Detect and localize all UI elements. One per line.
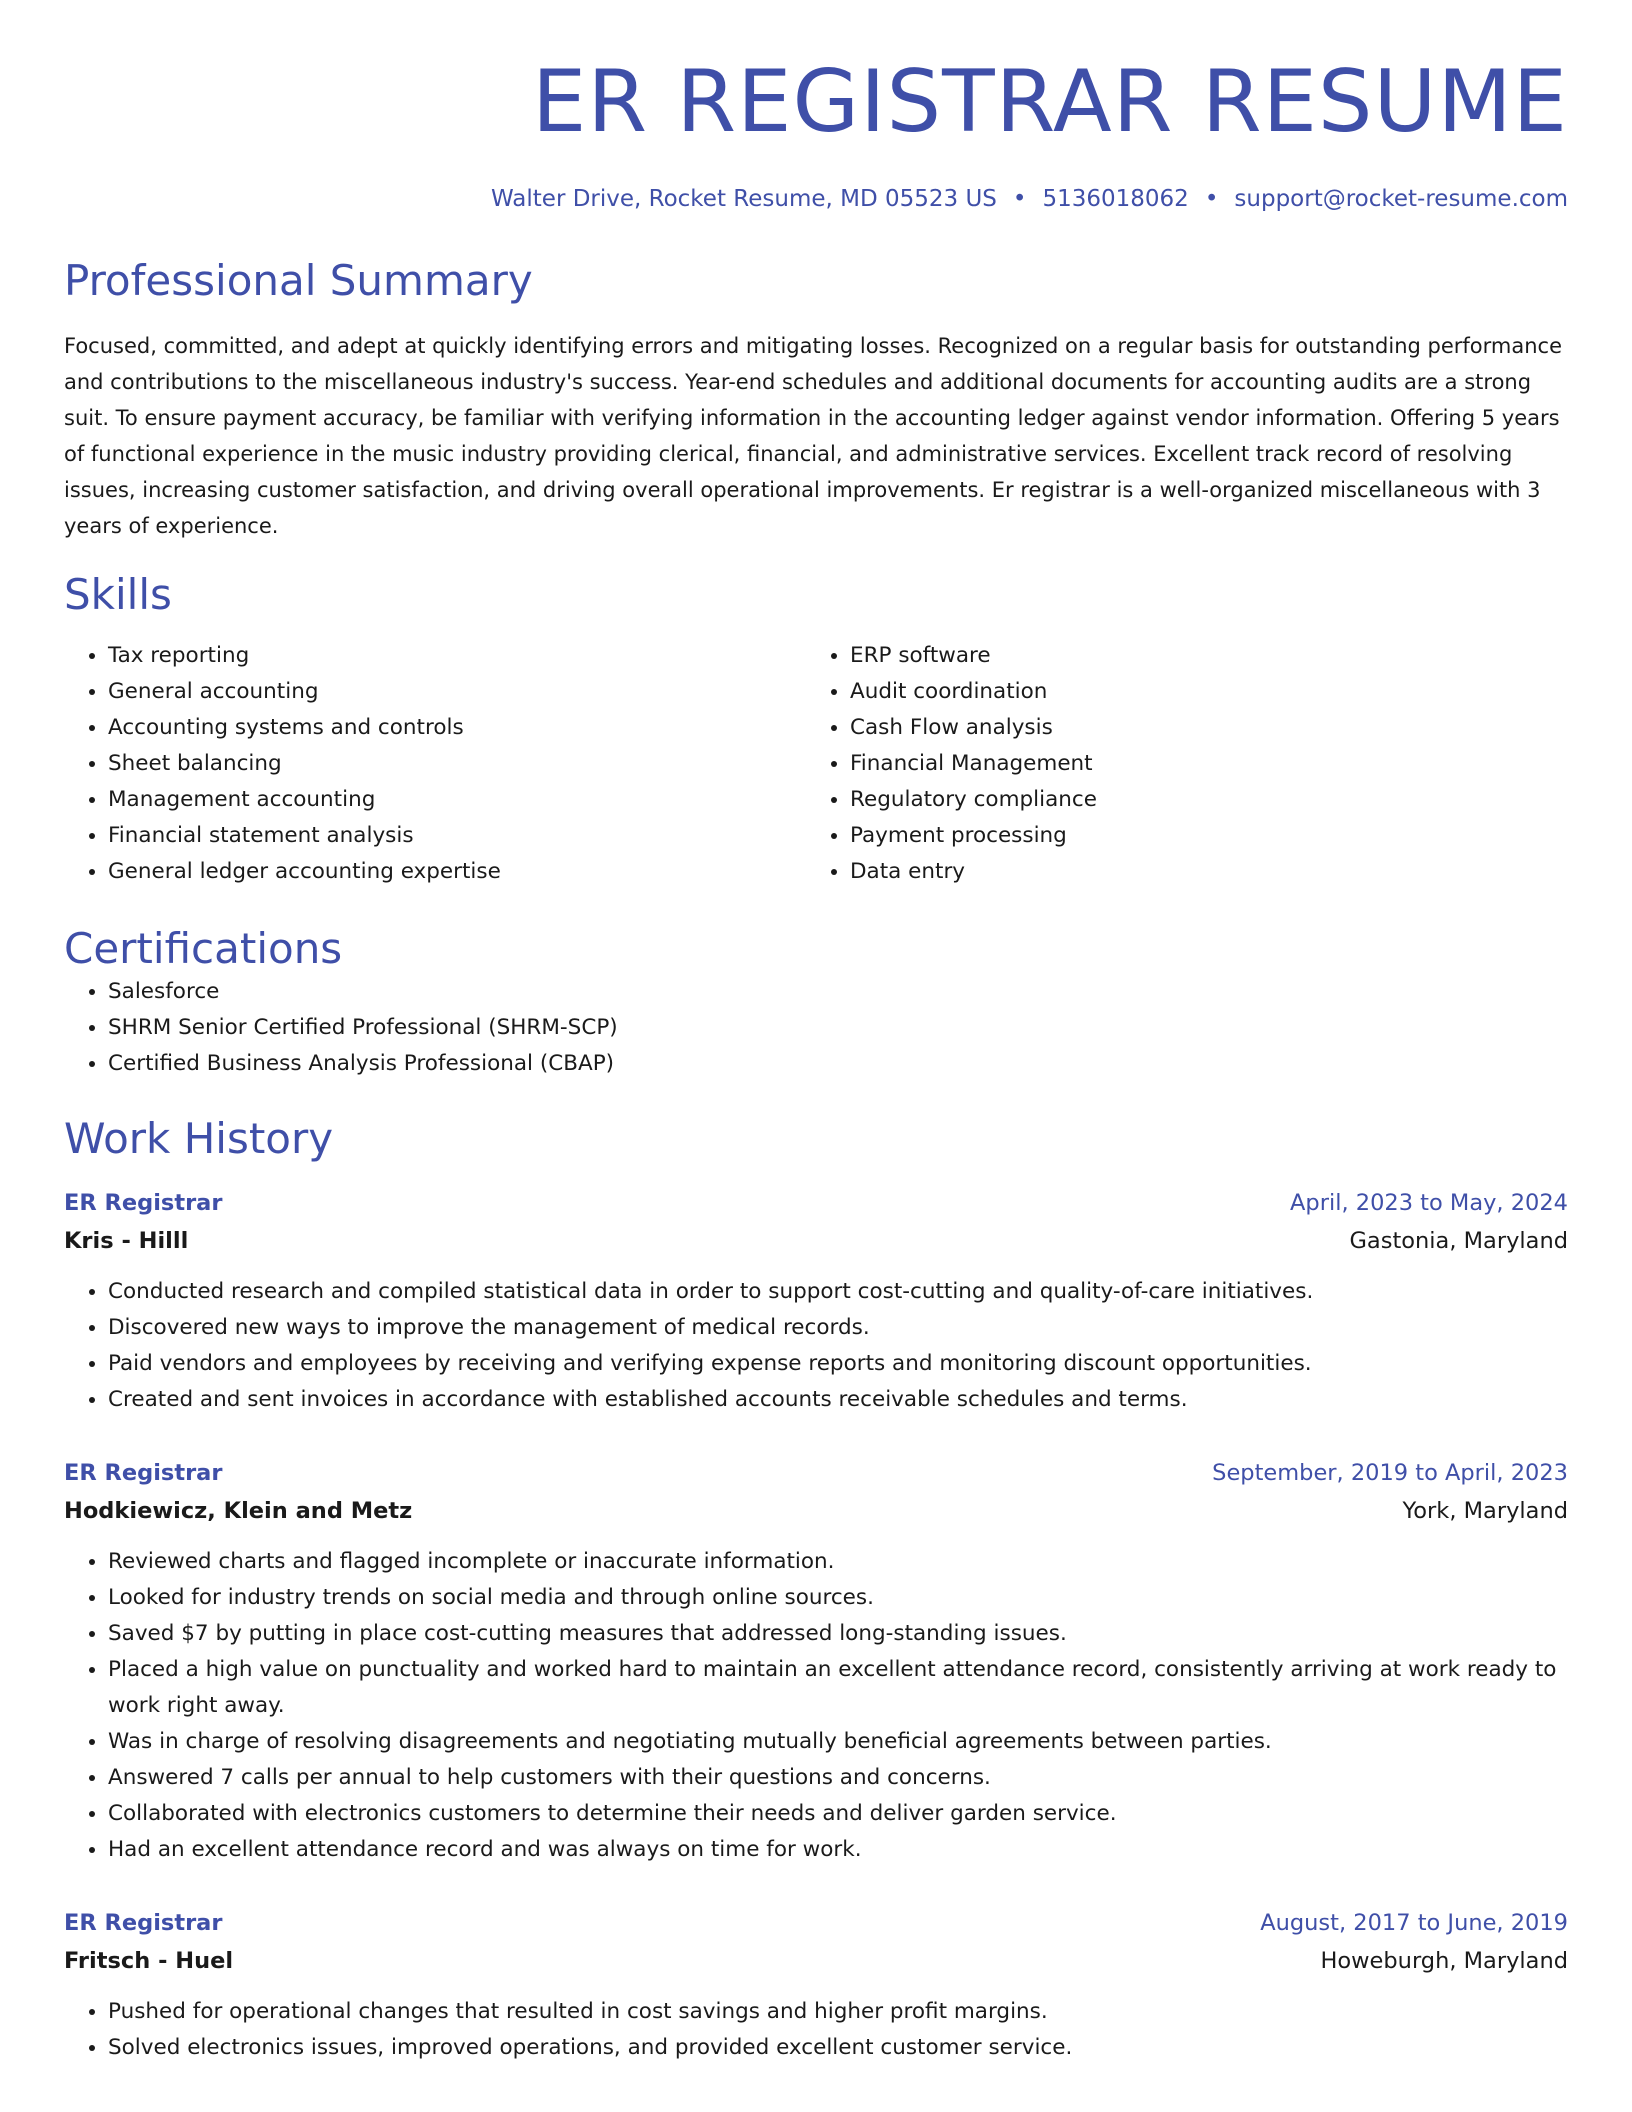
contact-separator: • xyxy=(1204,186,1219,212)
job-bullets xyxy=(64,1544,1568,1868)
certification-item: • Salesforce xyxy=(108,974,1568,1010)
job-bullet: • Pushed for operational changes that resulted in cost savings and higher profit margins. xyxy=(108,1994,1568,2030)
job-bullet: • Collaborated with electronics customers to determine their needs and deliver garden service. xyxy=(108,1796,1568,1832)
job-bullets xyxy=(64,1994,1568,2066)
job-dates: August, 2017 to June, 2019 xyxy=(1260,1910,1568,1936)
contact-line xyxy=(64,184,1568,214)
certification-item: • SHRM Senior Certified Professional (SHRM-SCP) xyxy=(108,1010,1568,1046)
job-dates: September, 2019 to April, 2023 xyxy=(1212,1460,1568,1486)
job-bullet: • Was in charge of resolving disagreements and negotiating mutually beneficial agreements between parties. xyxy=(108,1724,1568,1760)
skill-item: • Cash Flow analysis xyxy=(850,710,1548,746)
skill-item: • Regulatory compliance xyxy=(850,782,1548,818)
certification-item: • Certified Business Analysis Professional (CBAP) xyxy=(108,1046,1568,1082)
skill-item: • Financial Management xyxy=(850,746,1548,782)
skill-item: • Payment processing xyxy=(850,818,1548,854)
contact-email[interactable]: support@rocket-resume.com xyxy=(1234,186,1568,212)
job-entry xyxy=(64,1454,1568,1868)
job-bullet: • Had an excellent attendance record and was always on time for work. xyxy=(108,1832,1568,1868)
certifications-heading: Certifications xyxy=(64,924,343,973)
work-history-heading: Work History xyxy=(64,1114,334,1163)
summary-text: Focused, committed, and adept at quickly identifying errors and mitigating losses. Recognized on a regular basis for outstanding performance and contributions to the miscellaneous industry's success. Year-end schedules and additional documents for accounting audits are a strong suit. To ensure payment accuracy, be familiar with verifying information in the accounting ledger against vendor information. Offering 5 years of functional experience in the music industry providing clerical, financial, and administrative services. Excellent track record of resolving issues, increasing customer satisfaction, and driving overall operational improvements. Er registrar is a well-organized miscellaneous with 3 years of experience. xyxy=(64,334,1563,538)
skills-column-right xyxy=(806,638,1548,890)
job-bullet: • Saved $7 by putting in place cost-cutting measures that addressed long-standing issues. xyxy=(108,1616,1568,1652)
skill-item: • Accounting systems and controls xyxy=(108,710,806,746)
job-company: Hodkiewicz, Klein and Metz xyxy=(64,1498,413,1524)
job-location: Gastonia, Maryland xyxy=(1349,1228,1568,1254)
job-company: Kris - Hilll xyxy=(64,1228,189,1254)
summary-heading: Professional Summary xyxy=(64,256,533,305)
job-bullets xyxy=(64,1274,1568,1418)
job-entry xyxy=(64,1184,1568,1418)
job-bullet: • Discovered new ways to improve the management of medical records. xyxy=(108,1310,1568,1346)
skill-item: • Tax reporting xyxy=(108,638,806,674)
job-bullet: • Paid vendors and employees by receiving and verifying expense reports and monitoring discount opportunities. xyxy=(108,1346,1568,1382)
job-location: Howeburgh, Maryland xyxy=(1320,1948,1568,1974)
job-title: ER Registrar xyxy=(64,1190,223,1216)
skill-item: • Data entry xyxy=(850,854,1548,890)
job-title: ER Registrar xyxy=(64,1460,223,1486)
job-bullet: • Solved electronics issues, improved operations, and provided excellent customer service. xyxy=(108,2030,1568,2066)
skill-item: • Sheet balancing xyxy=(108,746,806,782)
job-bullet: • Created and sent invoices in accordance with established accounts receivable schedules and terms. xyxy=(108,1382,1568,1418)
resume-title: ER REGISTRAR RESUME xyxy=(531,52,1568,152)
certifications-list xyxy=(64,974,1568,1082)
job-bullet: • Answered 7 calls per annual to help customers with their questions and concerns. xyxy=(108,1760,1568,1796)
job-bullet: • Reviewed charts and flagged incomplete or inaccurate information. xyxy=(108,1544,1568,1580)
skills-list xyxy=(64,638,1568,890)
skill-item: • ERP software xyxy=(850,638,1548,674)
job-dates: April, 2023 to May, 2024 xyxy=(1290,1190,1568,1216)
skills-heading: Skills xyxy=(64,570,172,619)
job-location: York, Maryland xyxy=(1402,1498,1568,1524)
job-company: Fritsch - Huel xyxy=(64,1948,234,1974)
skill-item: • General ledger accounting expertise xyxy=(108,854,806,890)
skill-item: • Management accounting xyxy=(108,782,806,818)
skill-item: • General accounting xyxy=(108,674,806,710)
skill-item: • Financial statement analysis xyxy=(108,818,806,854)
job-bullet: • Looked for industry trends on social media and through online sources. xyxy=(108,1580,1568,1616)
contact-phone: 5136018062 xyxy=(1042,186,1189,212)
contact-separator: • xyxy=(1012,186,1027,212)
job-bullet: • Placed a high value on punctuality and worked hard to maintain an excellent attendance record, consistently arriving at work ready to work right away. xyxy=(108,1652,1568,1724)
job-entry xyxy=(64,1904,1568,2066)
skill-item: • Audit coordination xyxy=(850,674,1548,710)
contact-address: Walter Drive, Rocket Resume, MD 05523 US xyxy=(491,186,997,212)
skills-column-left xyxy=(64,638,806,890)
job-bullet: • Conducted research and compiled statistical data in order to support cost-cutting and quality-of-care initiatives. xyxy=(108,1274,1568,1310)
job-title: ER Registrar xyxy=(64,1910,223,1936)
resume-page xyxy=(64,0,1568,2066)
